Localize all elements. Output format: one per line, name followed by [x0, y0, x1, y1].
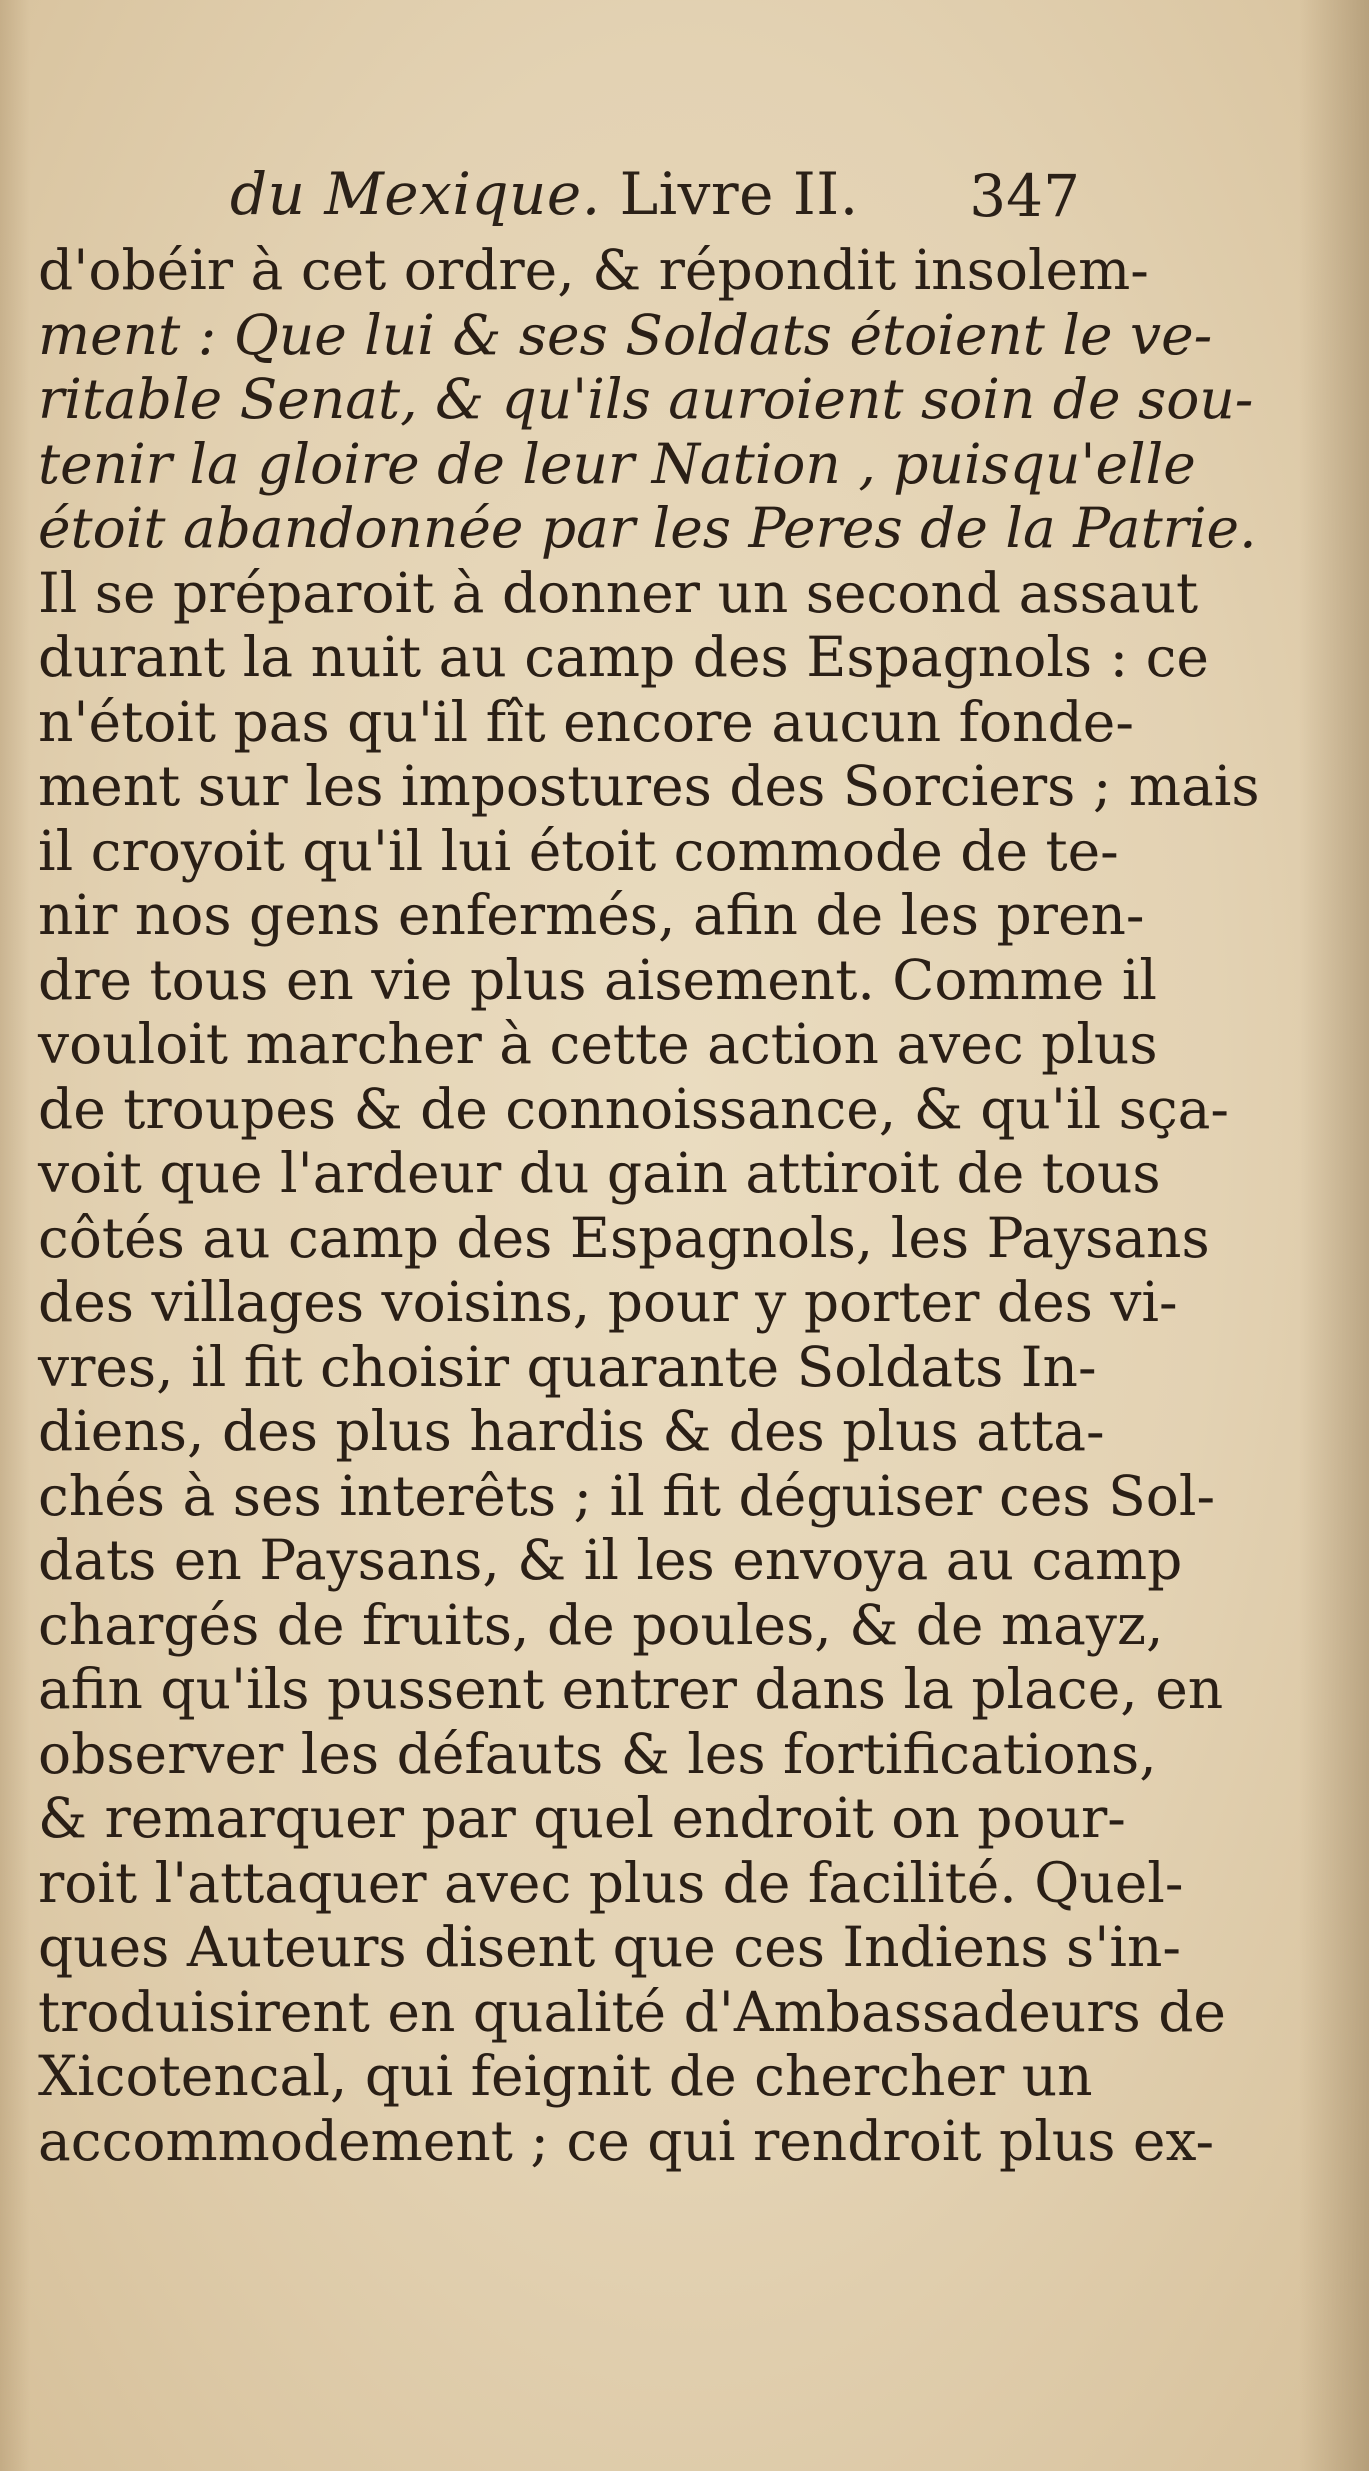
text-line: afin qu'ils pussent entrer dans la place, en	[38, 1657, 1224, 1721]
text-line: vres, il fit choisir quarante Soldats In-	[38, 1334, 1097, 1399]
text-line: chargés de fruits, de poules, & de mayz,	[38, 1592, 1164, 1657]
text-line: dre tous en vie plus aisement. Comme il	[38, 947, 1158, 1012]
page-edge-shadow	[1299, 0, 1369, 2471]
text-line: ritable Senat, & qu'ils auroient soin de sou-	[38, 367, 1254, 431]
text-line: tenir la gloire de leur Nation , puisqu'elle	[38, 431, 1196, 496]
text-line: il croyoit qu'il lui étoit commode de te-	[38, 818, 1119, 883]
text-line: des villages voisins, pour y porter des vi-	[38, 1270, 1178, 1334]
text-line: de troupes & de connoissance, & qu'il sça-	[38, 1076, 1230, 1141]
text-line: étoit abandonnée par les Peres de la Patrie.	[38, 496, 1257, 560]
running-title-italic: du Mexique.	[230, 160, 601, 228]
body-text	[38, 238, 1260, 2173]
text-line: chés à ses interêts ; il fit déguiser ces Sol-	[38, 1463, 1216, 1528]
text-line: accommodement ; ce qui rendroit plus ex-	[38, 2108, 1215, 2173]
text-line: ques Auteurs disent que ces Indiens s'in-	[38, 1915, 1181, 1979]
text-line: dats en Paysans, & il les envoya au camp	[38, 1528, 1183, 1592]
text-line: d'obéir à cet ordre, & répondit insolem-	[38, 238, 1149, 302]
text-line: nir nos gens enfermés, afin de les pren-	[38, 883, 1145, 947]
text-line: durant la nuit au camp des Espagnols : ce	[38, 625, 1209, 689]
page-number: 347	[969, 162, 1080, 230]
text-line: vouloit marcher à cette action avec plus	[38, 1012, 1158, 1076]
page-gutter-shadow	[0, 0, 30, 2471]
text-line: troduisirent en qualité d'Ambassadeurs de	[38, 1979, 1226, 2044]
running-title-roman: Livre II.	[619, 160, 859, 228]
text-line: côtés au camp des Espagnols, les Paysans	[38, 1205, 1210, 1270]
text-line: voit que l'ardeur du gain attiroit de tous	[38, 1141, 1161, 1205]
running-title	[230, 160, 859, 228]
text-line: Il se préparoit à donner un second assaut	[38, 560, 1199, 625]
text-line: observer les défauts & les fortifications,	[38, 1721, 1157, 1786]
text-line: diens, des plus hardis & des plus atta-	[38, 1399, 1105, 1463]
text-line: roit l'attaquer avec plus de facilité. Quel-	[38, 1850, 1184, 1915]
page-header	[230, 160, 1080, 240]
text-line: ment : Que lui & ses Soldats étoient le ve-	[38, 302, 1213, 367]
text-line: ment sur les impostures des Sorciers ; mais	[38, 754, 1260, 818]
text-line: n'étoit pas qu'il fît encore aucun fonde-	[38, 689, 1134, 754]
text-line: & remarquer par quel endroit on pour-	[38, 1786, 1126, 1850]
text-line: Xicotencal, qui feignit de chercher un	[38, 2044, 1093, 2108]
